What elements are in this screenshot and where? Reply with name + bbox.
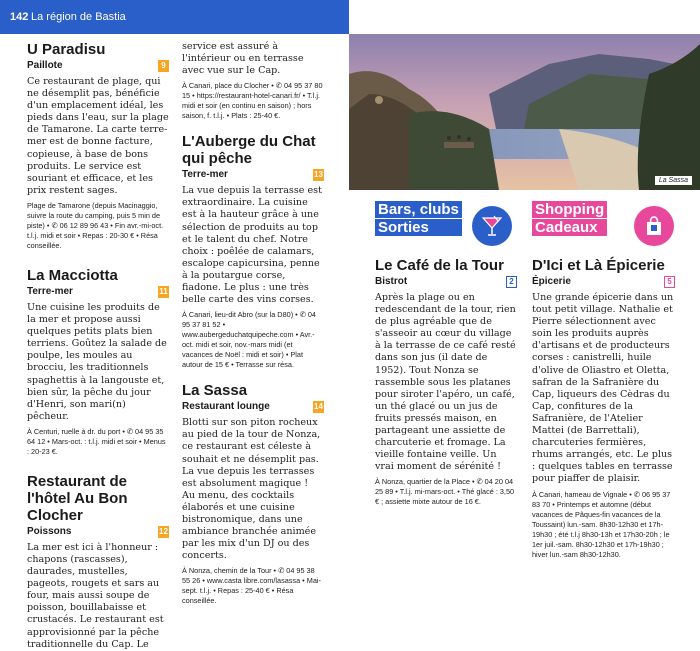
cocktail-glass-icon xyxy=(480,214,504,238)
sunset-coast-image xyxy=(349,34,700,190)
map-number-badge: 5 xyxy=(664,276,675,288)
entry-body: Après la plage ou en redescendant de la tour, rien de plus agréable que de s'asseoir au cœur du village à la terrasse de ce café resté dans son jus (il date de 1952). Tout Nonza se rassemble sous les platanes pour siroter l'apéro, un café, un thé glacé ou un jus de fruits pressés maison, en partageant une assiette de charcuterie et fromage. La vieille fontaine veille. Un vrai moment de sérénité ! xyxy=(375,292,516,473)
entry-la-macciotta xyxy=(27,267,169,457)
entry-info: À Canari, lieu-dit Abro (sur la D80) • ✆ 04 95 37 81 52 • www.aubergeduchatquipeche.com • Avr.-oct. midi et soir, nov.-mars midi (et vacances de Noël : midi et soir) • Plat autour de 15 € • Terrasse sur résa. xyxy=(182,310,316,370)
section-title-line2: Sorties xyxy=(375,219,462,236)
entry-body: Blotti sur son piton rocheux au pied de la tour de Nonza, ce restaurant est céleste à souhait et ne désemplit pas. La vue depuis les terrasses est absolument magique ! Au menu, des cocktails élaborés et une cuisine bistronomique, dans une ambiance branchée animée par les mix d'un DJ ou des concerts. xyxy=(182,417,321,562)
entry-title: L'Auberge du Chat qui pêche xyxy=(182,133,316,168)
entry-title: Le Café de la Tour xyxy=(375,257,504,274)
entry-info: À Centuri, ruelle à dr. du port • ✆ 04 95 35 64 12 • Mars-oct. : t.l.j. midi et soir • Menus : 20-23 €. xyxy=(27,426,166,456)
entry-category: Bistrot 2 xyxy=(375,276,517,289)
map-number-badge: 13 xyxy=(314,170,323,180)
column-2 xyxy=(182,41,324,606)
page-number: 142 xyxy=(10,11,29,23)
entry-info: Plage de Tamarone (depuis Macinaggio, suivre la route du camping, puis 5 min de piste) • ✆ 06 12 89 96 43 • Fin avr.-mi-oct. t.l.j. midi et soir • Repas : 20-30 € • Résa conseillée. xyxy=(27,200,164,250)
entry-la-sassa xyxy=(182,382,324,606)
entry-info: À Nonza, chemin de la Tour • ✆ 04 95 38 55 26 • www.casta libre.com/lasassa • Mai-sept. t.l.j. • Repas : 25-40 € • Résa conseillée. xyxy=(182,566,321,606)
entry-category: Paillote 9 xyxy=(27,60,169,73)
entry-category: Poissons 12 xyxy=(27,525,168,537)
cocktail-icon xyxy=(472,206,512,246)
entry-category: Terre-mer 13 xyxy=(182,169,323,181)
entry-category: Terre-mer 11 xyxy=(27,285,168,297)
bag-icon xyxy=(642,214,666,238)
section-title-line2: Cadeaux xyxy=(532,219,607,236)
entry-title: D'Ici et Là Épicerie xyxy=(532,257,665,274)
entry-info: À Canari, hameau de Vignale • ✆ 06 95 37 83 70 • Printemps et automne (début vacances de Pâques-fin vacances de la Toussaint) lun.-sam. 8h30-12h30 et 17h-19h30 ; été t.l.j 8h30-13h et 17h30-20h ; le 1er juil.-sam. 8h30-12h30 et 17h-19h30 ; hiver lun.-sam 8h30-12h30. xyxy=(532,489,671,559)
section-shopping-header xyxy=(532,201,682,251)
entry-category: Épicerie 5 xyxy=(532,276,675,289)
section-title xyxy=(532,201,607,237)
section-title xyxy=(375,201,462,237)
entry-body: La vue depuis la terrasse est extraordinaire. La cuisine est à la hauteur grâce à une sélection de produits au top et le talent du chef. Notre choix : poêlée de calamars, escalope capicursina, penne à la poutargue corse, fiadone. Le plus : une très belle carte des vins corses. xyxy=(182,185,322,306)
entry-auberge-chat xyxy=(182,133,324,370)
entry-au-bon-clocher xyxy=(27,473,169,651)
entry-body: Ce restaurant de plage, qui ne désemplit pas, bénéficie d'un emplacement idéal, les pieds dans l'eau, sur la plage de Tamarone. La carte terre-mer est de bonne facture, copieuse, à base de bons produits. Le service est souriant et efficace, et les prix restent sages. xyxy=(27,76,169,196)
page-header xyxy=(0,0,349,34)
entry-body-continued: service est assuré à l'intérieur ou en terrasse avec vue sur le Cap. xyxy=(182,41,304,77)
section-title-line1: Bars, clubs xyxy=(375,201,462,218)
entry-title: U Paradisu xyxy=(27,41,106,58)
section-title-line1: Shopping xyxy=(532,201,607,218)
map-number-badge: 9 xyxy=(158,60,169,72)
column-4 xyxy=(532,257,675,560)
entry-u-paradisu xyxy=(27,41,169,251)
entry-info: À Nonza, quartier de la Place • ✆ 04 20 04 25 89 • T.l.j. mi-mars-oct. • Thé glacé : 3,50 € ; assiette mixte autour de 16 €. xyxy=(375,477,515,507)
entry-title: La Macciotta xyxy=(27,266,118,284)
entry-title: La Sassa xyxy=(182,382,248,400)
entry-category: Restaurant lounge 14 xyxy=(182,401,323,413)
entry-body: Une grande épicerie dans un tout petit village. Nathalie et Pierre sélectionnent avec soin les produits auprès d'artisans et de producteurs corses : canistrelli, huile d'olive de Oliastro et Oletta, safran de la Safranière du Cap, liqueurs des Cèdras du Cap, confitures de la Safranière, de l'Atelier Mattei (de Barrettali), charcuteries fermières, rhums arrangés, etc. Le plus : quelques tables en terrasse pour piaffer de plaisir. xyxy=(532,292,674,485)
entry-info: À Canari, place du Clocher • ✆ 04 95 37 80 15 • https://restaurant-hotel-canari.fr/ • T.l.j. midi et soir (en continu en saison) ; hors saison, f. t.l.j. • Plats : 25-40 €. xyxy=(182,81,323,121)
column-3 xyxy=(375,257,517,507)
map-number-badge: 11 xyxy=(159,286,168,296)
photo-la-sassa xyxy=(349,34,700,190)
column-1 xyxy=(27,41,169,651)
entry-body: La mer est ici à l'honneur : chapons (rascasses), daurades, mustelles, pageots, rougets et sars au four, mais aussi soupe de poisson, bouillabaisse et crustacés. Le restaurant est approvisionné par la pêche traditionnelle du Cap. Le xyxy=(27,541,164,650)
photo-caption: La Sassa xyxy=(655,176,692,185)
region-title: La région de Bastia xyxy=(31,11,126,23)
map-number-badge: 2 xyxy=(506,276,517,288)
entry-title: Restaurant de l'hôtel Au Bon Clocher xyxy=(27,472,128,524)
map-number-badge: 12 xyxy=(159,526,168,536)
section-bars-header xyxy=(375,201,515,251)
shopping-bag-icon xyxy=(634,206,674,246)
entry-body: Une cuisine les produits de la mer et propose aussi quelques petits plats bien terriens. Goûtez la salade de poulpe, les moules au brocciu, les traditionnels spaghettis à la langouste et, bien sûr, la pêche du jour d'Henri, son mari(n) pêcheur. xyxy=(27,301,167,422)
map-number-badge: 14 xyxy=(314,402,323,412)
